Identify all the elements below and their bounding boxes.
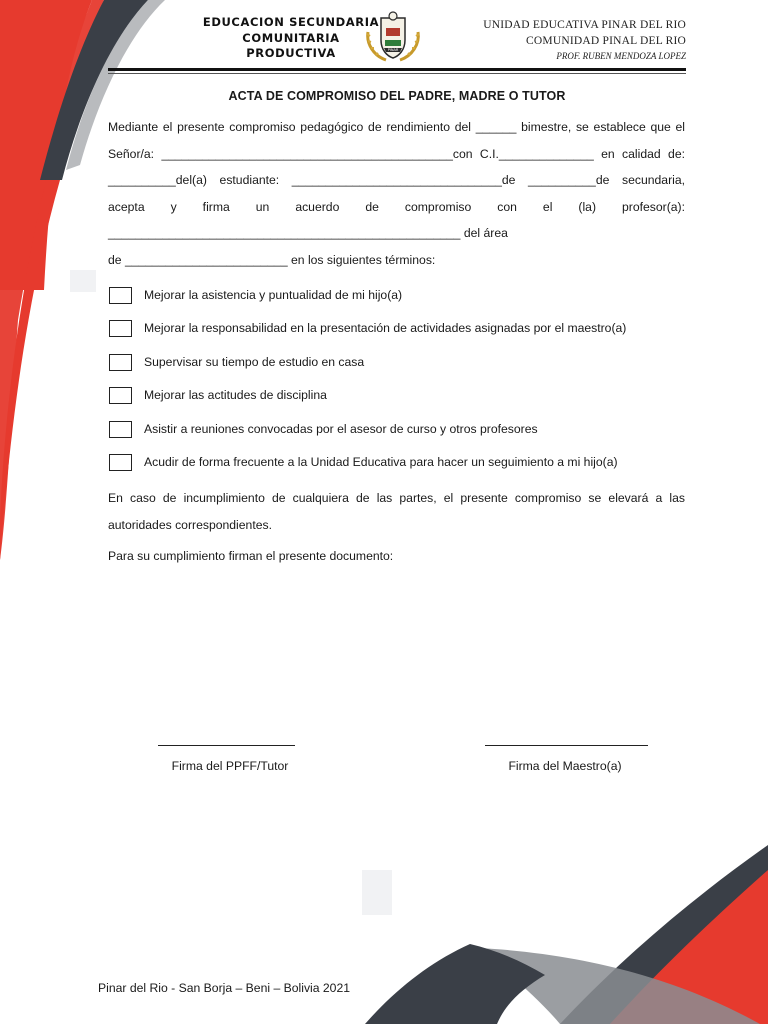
header-school-info (483, 17, 686, 63)
option-label: Supervisar su tiempo de estudio en casa (144, 355, 365, 369)
option-checkbox[interactable] (109, 287, 132, 304)
header-rule (108, 68, 686, 71)
signing-intro: Para su cumplimiento firman el presente documento: (108, 549, 394, 563)
school-name: UNIDAD EDUCATIVA PINAR DEL RIO (483, 19, 686, 31)
header-program-line-3: PRODUCTIVA (246, 46, 336, 60)
option-label: Mejorar las actitudes de disciplina (144, 388, 327, 402)
footer-location: Pinar del Rio - San Borja – Beni – Bolivia 2021 (98, 981, 351, 995)
svg-text:PINAR: PINAR (387, 48, 399, 52)
document-title: ACTA DE COMPROMISO DEL PADRE, MADRE O TUTOR (228, 89, 566, 103)
signature-caption-teacher: Firma del Maestro(a) (508, 759, 622, 773)
signature-line-teacher[interactable] (485, 745, 648, 746)
option-checkbox[interactable] (109, 454, 132, 471)
option-label: Asistir a reuniones convocadas por el asesor de curso y otros profesores (144, 422, 538, 436)
closing-paragraph: En caso de incumplimiento de cualquiera de las partes, el presente compromiso se elevará a las autoridades correspondientes. (108, 491, 685, 532)
signature-caption-guardian: Firma del PPFF/Tutor (171, 759, 289, 773)
option-label: Mejorar la asistencia y puntualidad de mi hijo(a) (144, 288, 403, 302)
teacher-name: PROF. RUBEN MENDOZA LOPEZ (556, 51, 686, 61)
option-label: Acudir de forma frecuente a la Unidad Educativa para hacer un seguimiento a mi hijo(a) (144, 455, 618, 469)
option-checkbox[interactable] (109, 354, 132, 371)
school-emblem-icon (364, 10, 422, 64)
option-checkbox[interactable] (109, 320, 132, 337)
header-program-line-2: COMUNITARIA (242, 30, 340, 45)
option-checkbox[interactable] (109, 387, 132, 404)
community-name: COMUNIDAD PINAL DEL RIO (526, 35, 686, 47)
option-label: Mejorar la responsabilidad en la presentación de actividades asignadas por el maestro(a) (144, 321, 627, 335)
header-program-name (196, 15, 386, 62)
header-rule-thin (108, 73, 686, 74)
intro-paragraph: Mediante el presente compromiso pedagógico de rendimiento del ______ bimestre, se establece que el Señor/a: ___________________________________________con C.I.______________ en calidad de: __________del(a) estudiante: _______________________________de __________de secundaria, acepta y firma un acuerdo de compromiso con el (la) profesor(a): ____________________________________________________ del área (108, 120, 685, 241)
signature-line-guardian[interactable] (158, 745, 295, 746)
option-checkbox[interactable] (109, 421, 132, 438)
area-line: de ________________________ en los siguientes términos: (108, 253, 436, 267)
header-program-line-1: EDUCACION SECUNDARIA (202, 15, 380, 29)
